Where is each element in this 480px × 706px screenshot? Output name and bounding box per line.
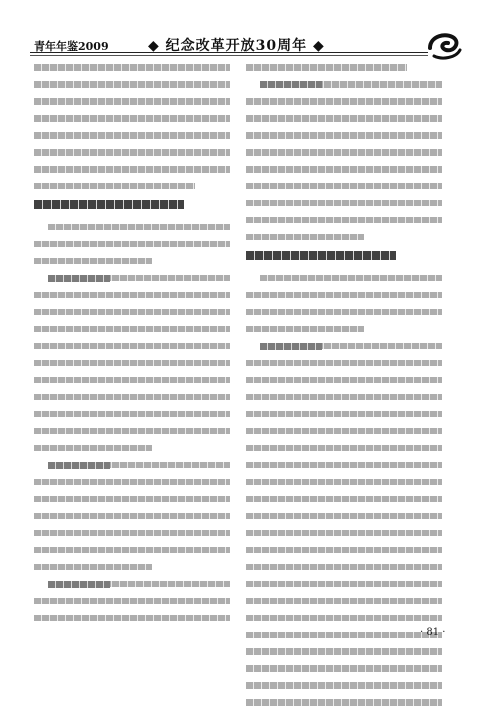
text-line (246, 309, 442, 316)
text-line (246, 394, 442, 401)
section-heading (246, 251, 442, 263)
text-line (246, 115, 442, 122)
header-rule-thin (30, 55, 428, 56)
text-line (48, 462, 230, 469)
text-line (48, 224, 230, 231)
text-line (246, 682, 442, 689)
header-rule (30, 52, 428, 53)
yearbook-title: 青年年鉴2009 (34, 40, 109, 53)
page-number: · 81 · (420, 627, 446, 638)
right-column (246, 64, 442, 624)
text-line (260, 81, 442, 88)
text-line (246, 411, 442, 418)
text-line (34, 598, 230, 605)
swirl-logo-icon (424, 28, 464, 62)
text-line (246, 462, 442, 469)
text-line (246, 496, 442, 503)
text-line (34, 132, 230, 139)
text-line (34, 445, 152, 452)
text-line (246, 149, 442, 156)
text-line (34, 241, 230, 248)
text-line (34, 547, 230, 554)
text-line (260, 343, 442, 350)
text-line (34, 81, 230, 88)
text-line (246, 530, 442, 537)
text-line (34, 513, 230, 520)
text-line (246, 445, 442, 452)
text-line (246, 665, 442, 672)
text-line (246, 292, 442, 299)
text-line (34, 479, 230, 486)
text-line (246, 547, 442, 554)
text-line (246, 581, 442, 588)
text-line (246, 648, 442, 655)
text-line (34, 394, 230, 401)
text-line (246, 132, 442, 139)
section-heading (34, 200, 230, 212)
text-line (246, 428, 442, 435)
text-line (34, 564, 152, 571)
text-line (34, 615, 230, 622)
text-line (34, 377, 230, 384)
text-line (260, 275, 442, 282)
text-line (34, 496, 230, 503)
text-line (246, 615, 442, 622)
text-line (246, 166, 442, 173)
text-line (34, 530, 230, 537)
text-line (34, 411, 230, 418)
text-line (246, 98, 442, 105)
text-line (246, 234, 364, 241)
text-line (246, 699, 442, 706)
text-line (34, 166, 230, 173)
text-line (246, 326, 364, 333)
text-line (246, 632, 442, 639)
text-line (246, 479, 442, 486)
text-line (34, 428, 230, 435)
text-line (34, 98, 230, 105)
text-line (34, 309, 230, 316)
text-line (34, 343, 230, 350)
text-line (34, 292, 230, 299)
text-line (34, 64, 230, 71)
text-line (246, 513, 442, 520)
text-line (246, 64, 407, 71)
left-column (34, 64, 230, 624)
text-line (34, 115, 230, 122)
text-line (246, 200, 442, 207)
text-line (246, 564, 442, 571)
text-line (34, 183, 195, 190)
text-line (246, 377, 442, 384)
text-line (246, 360, 442, 367)
text-line (246, 217, 442, 224)
text-line (34, 326, 230, 333)
page-header (0, 0, 480, 54)
text-line (48, 275, 230, 282)
text-line (34, 149, 230, 156)
text-line (48, 581, 230, 588)
text-line (34, 258, 152, 265)
text-line (34, 360, 230, 367)
text-line (246, 598, 442, 605)
section-banner: ◆ 纪念改革开放30周年 ◆ (148, 38, 325, 54)
text-line (246, 183, 442, 190)
